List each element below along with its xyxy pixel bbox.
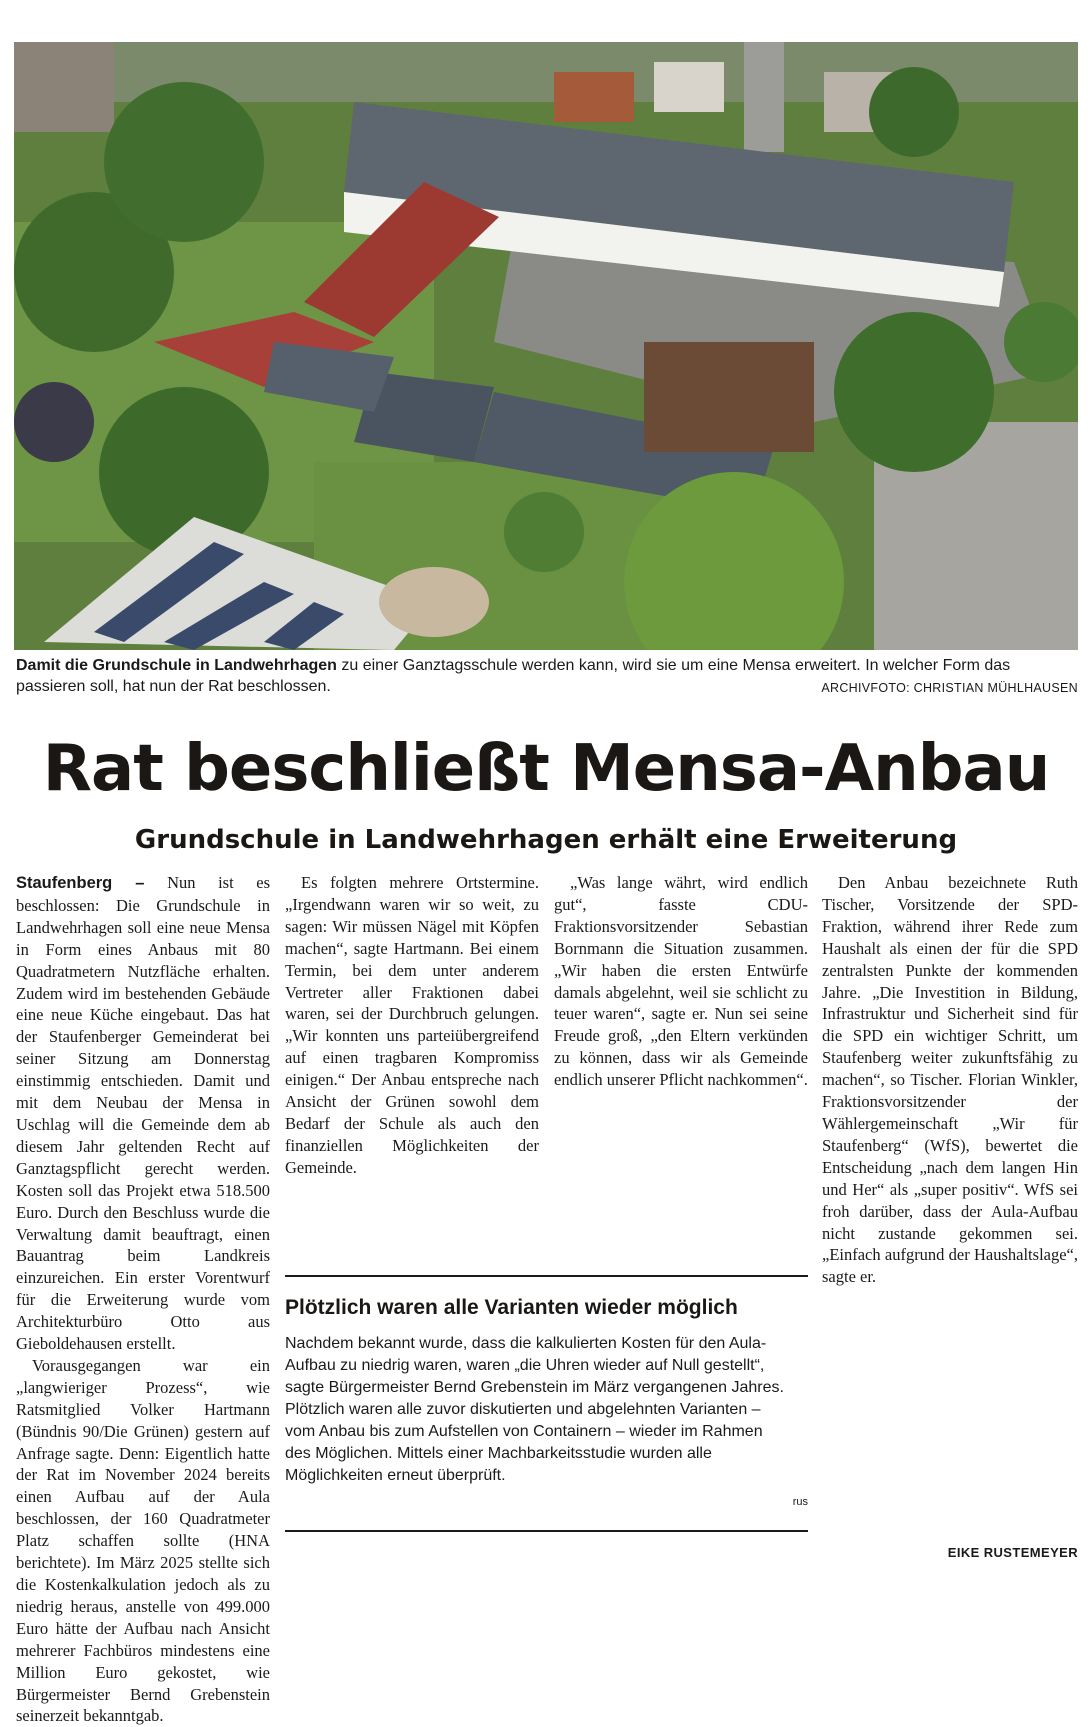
author-byline: EIKE RUSTEMEYER [947, 1545, 1078, 1560]
aerial-photo-illustration [14, 42, 1078, 650]
article-paragraph-1 [16, 872, 270, 1355]
info-box [285, 1275, 808, 1532]
paragraph-2-text: Vorausgegangen war ein „langwieriger Prozess“, wie Ratsmitglied Volker Hartmann (Bündnis 90/Die Grünen) gestern auf Anfrage sagte. Denn: Eigentlich hatte der Rat im November 2024 bereits einen Aufbau auf der Aula beschlossen, der 160 Quadratmeter Platz schaffen sollte (HNA berichtete). Im März 2025 stellte sich die Kostenkalkulation jedoch als zu niedrig heraus, anstelle von 499.000 Euro hätte der Aufbau nach Ansicht mehrerer Fachbüros mindestens eine Million Euro gekostet, wie Bürgermeister Bernd Grebenstein seinerzeit bekanntgab. [16, 1355, 270, 1726]
paragraph-3-text: Es folgten mehrere Ortstermine. „Irgendwann waren wir so weit, zu sagen: Wir müssen Nägel mit Köpfen machen“, sagte Hartmann. Bei einem Termin, bei dem unter anderem Vertreter aller Fraktionen dabei waren, sei der Durchbruch gelungen. „Wir konnten uns parteiübergreifend auf einen tragbaren Kompromiss einigen.“ Der Anbau entspreche nach Ansicht der Grünen sowohl dem Bedarf der Schule als auch den finanziellen Möglichkeiten der Gemeinde. [285, 873, 539, 1177]
paragraph-1-text: Nun ist es beschlossen: Die Grundschule in Landwehrhagen soll eine neue Mensa in Form eines Anbaus mit 80 Quadratmetern Nutzfläche erhalten. Zudem wird im bestehenden Gebäude eine neue Küche eingebaut. Das hat der Staufenberger Gemeinderat bei seiner Sitzung am Donnerstag einstimmig entschieden. Damit und mit dem Neubau der Mensa in Uschlag will die Gemeinde dem ab diesem Jahr geltenden Recht auf Ganztagspflicht gerecht werden. Kosten soll das Projekt etwa 518.500 Euro. Durch den Beschluss wurde die Verwaltung damit beauftragt, einen Bauantrag beim Landkreis einzureichen. Ein erster Vorentwurf für die Erweiterung wurde vom Architekturbüro Otto aus Gieboldehausen erstellt. [16, 873, 270, 1354]
dateline: Staufenberg – [16, 874, 145, 892]
photo-credit: ARCHIVFOTO: CHRISTIAN MÜHLHAUSEN [821, 681, 1078, 695]
aerial-photo-school [14, 42, 1078, 650]
article-paragraph-5 [822, 872, 1078, 1288]
article-paragraph-3 [285, 872, 539, 1179]
caption-text: zu einer Ganztagsschule werden kann, wird sie um eine Mensa erweitert. In welcher Form das passieren soll, hat nun der Rat beschlossen. [16, 657, 1011, 695]
headline: Rat beschließt Mensa-Anbau [42, 732, 1050, 806]
article-column-4 [822, 872, 1078, 1288]
caption-lead: Damit die Grundschule in Landwehrhagen [16, 657, 337, 674]
paragraph-5-text: Den Anbau bezeichnete Ruth Tischer, Vorsitzende der SPD-Fraktion, während ihrer Rede zum Haushalt als einen der für die SPD zentralsten Punkte der kommenden Jahre. „Die Investition in Bildung, Infrastruktur und Sicherheit sind für die SPD ein wichtiger Schritt, um Staufenberg weiter zukunftsfähig zu machen“, so Tischer. Florian Winkler, Fraktionsvorsitzender der Wählergemeinschaft „Wir für Staufenberg“ (WfS), bewertet die Entscheidung „nach dem langen Hin und Her“ als „super positiv“. WfS sei froh darüber, dass der Aula-Aufbau nicht zustande gekommen sei. „Einfach aufgrund der Haushaltslage“, sagte er. [822, 873, 1078, 1287]
article-column-2 [285, 872, 539, 1252]
article-column-3 [554, 872, 808, 1252]
article-column-1 [16, 872, 270, 1727]
article-paragraph-2 [16, 1355, 270, 1727]
subheadline: Grundschule in Landwehrhagen erhält eine Erweiterung [134, 825, 958, 855]
paragraph-4-text: „Was lange währt, wird endlich gut“, fasste CDU-Fraktionsvorsitzender Sebastian Bornmann die Situation zusammen. „Wir haben die ersten Entwürfe damals abgelehnt, weil sie schlicht zu teuer waren“, sagte er. Nun sei seine Freude groß, „den Eltern verkünden zu können, dass wir als Gemeinde endlich unserer Pflicht nachkommen“. [554, 873, 808, 1090]
article-paragraph-4 [554, 872, 808, 1091]
info-box-title: Plötzlich waren alle Varianten wieder möglich [285, 1296, 738, 1319]
info-box-text: Nachdem bekannt wurde, dass die kalkulierten Kosten für den Aula-Aufbau zu niedrig waren, waren „die Uhren wieder auf Null gestellt“, sagte Bürgermeister Bernd Grebenstein im März vergangenen Jahres. Plötzlich waren alle zuvor diskutierten und abgelehnten Varianten – vom Anbau bis zum Aufstellen von Containern – wieder im Rahmen des Möglichen. Mittels einer Machbarkeitsstudie wurden alle Möglichkeiten erneut überprüft. [285, 1335, 784, 1484]
info-box-signature: rus [792, 1496, 808, 1508]
